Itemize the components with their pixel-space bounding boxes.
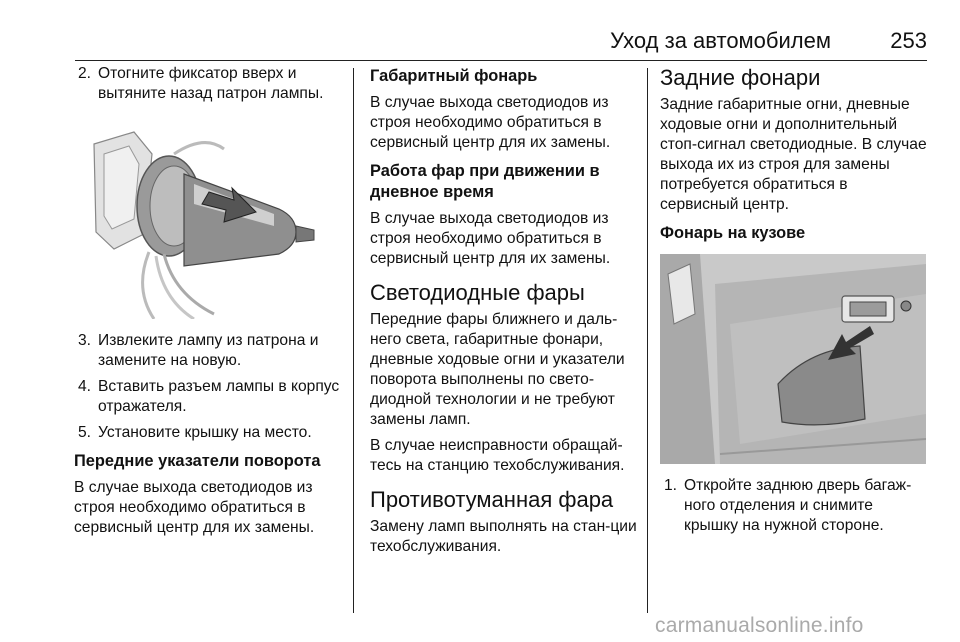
page-header — [75, 28, 927, 58]
list-number: 1. — [664, 477, 678, 494]
heading-fog-lamp: Противотуманная фара — [370, 487, 614, 512]
header-rule — [75, 60, 927, 61]
list-item-step-1 — [660, 476, 928, 536]
list-number: 2. — [78, 65, 92, 82]
list-item-step-3 — [74, 331, 342, 371]
list-item-step-5 — [74, 423, 342, 443]
list-text: Установите крышку на место. — [98, 424, 312, 441]
list-text: Откройте заднюю дверь багаж-ного отделения и снимите крышку на нужной стороне. — [684, 477, 912, 534]
paragraph-front-turn-signals: В случае выхода светодиодов из строя необходимо обратиться в сервисный центр для их замены. — [74, 479, 315, 536]
column-1 — [74, 64, 342, 544]
list-item-step-2 — [74, 64, 342, 104]
paragraph-fog-lamp: Замену ламп выполнять на стан-ции техобслуживания. — [370, 518, 637, 555]
list-number: 5. — [78, 424, 92, 441]
list-text: Извлеките лампу из патрона и замените на новую. — [98, 332, 319, 369]
paragraph-led-1: Передние фары ближнего и даль-него света, габаритные фонари, дневные ходовые огни и указатели поворота выполнены по свето-диодной технологии и не требуют замены ламп. — [370, 311, 625, 428]
list-number: 4. — [78, 378, 92, 395]
heading-rear-lights: Задние фонари — [660, 65, 821, 90]
heading-front-turn-signals: Передние указатели поворота — [74, 452, 321, 470]
column-3 — [660, 64, 928, 542]
column-2 — [370, 64, 642, 563]
trunk-illustration — [660, 254, 926, 464]
column-divider-1 — [353, 68, 354, 613]
page-number: 253 — [890, 28, 927, 53]
paragraph-drl: В случае выхода светодиодов из строя необходимо обратиться в сервисный центр для их замены. — [370, 210, 611, 267]
list-item-step-4 — [74, 377, 342, 417]
heading-body-light: Фонарь на кузове — [660, 224, 806, 242]
list-text: Отогните фиксатор вверх и вытяните назад патрон лампы. — [98, 65, 324, 102]
heading-led-headlights: Светодиодные фары — [370, 280, 585, 305]
paragraph-led-2: В случае неисправности обращай-тесь на станцию техобслуживания. — [370, 437, 625, 474]
heading-parking-light: Габаритный фонарь — [370, 67, 538, 85]
header-title: Уход за автомобилем — [610, 28, 831, 53]
list-text: Вставить разъем лампы в корпус отражателя. — [98, 378, 340, 415]
paragraph-rear-lights: Задние габаритные огни, дневные ходовые огни и дополнительный стоп-сигнал светодиодные. В случае выхода их из строя для замены потребуется обратиться в сервисный центр. — [660, 96, 927, 213]
column-divider-2 — [647, 68, 648, 613]
watermark-text: carmanualsonline.info — [655, 614, 864, 637]
bulb-socket-illustration — [74, 114, 336, 319]
list-number: 3. — [78, 332, 92, 349]
paragraph-parking-light: В случае выхода светодиодов из строя необходимо обратиться в сервисный центр для их замены. — [370, 94, 611, 151]
heading-drl: Работа фар при движении в дневное время — [370, 162, 600, 201]
